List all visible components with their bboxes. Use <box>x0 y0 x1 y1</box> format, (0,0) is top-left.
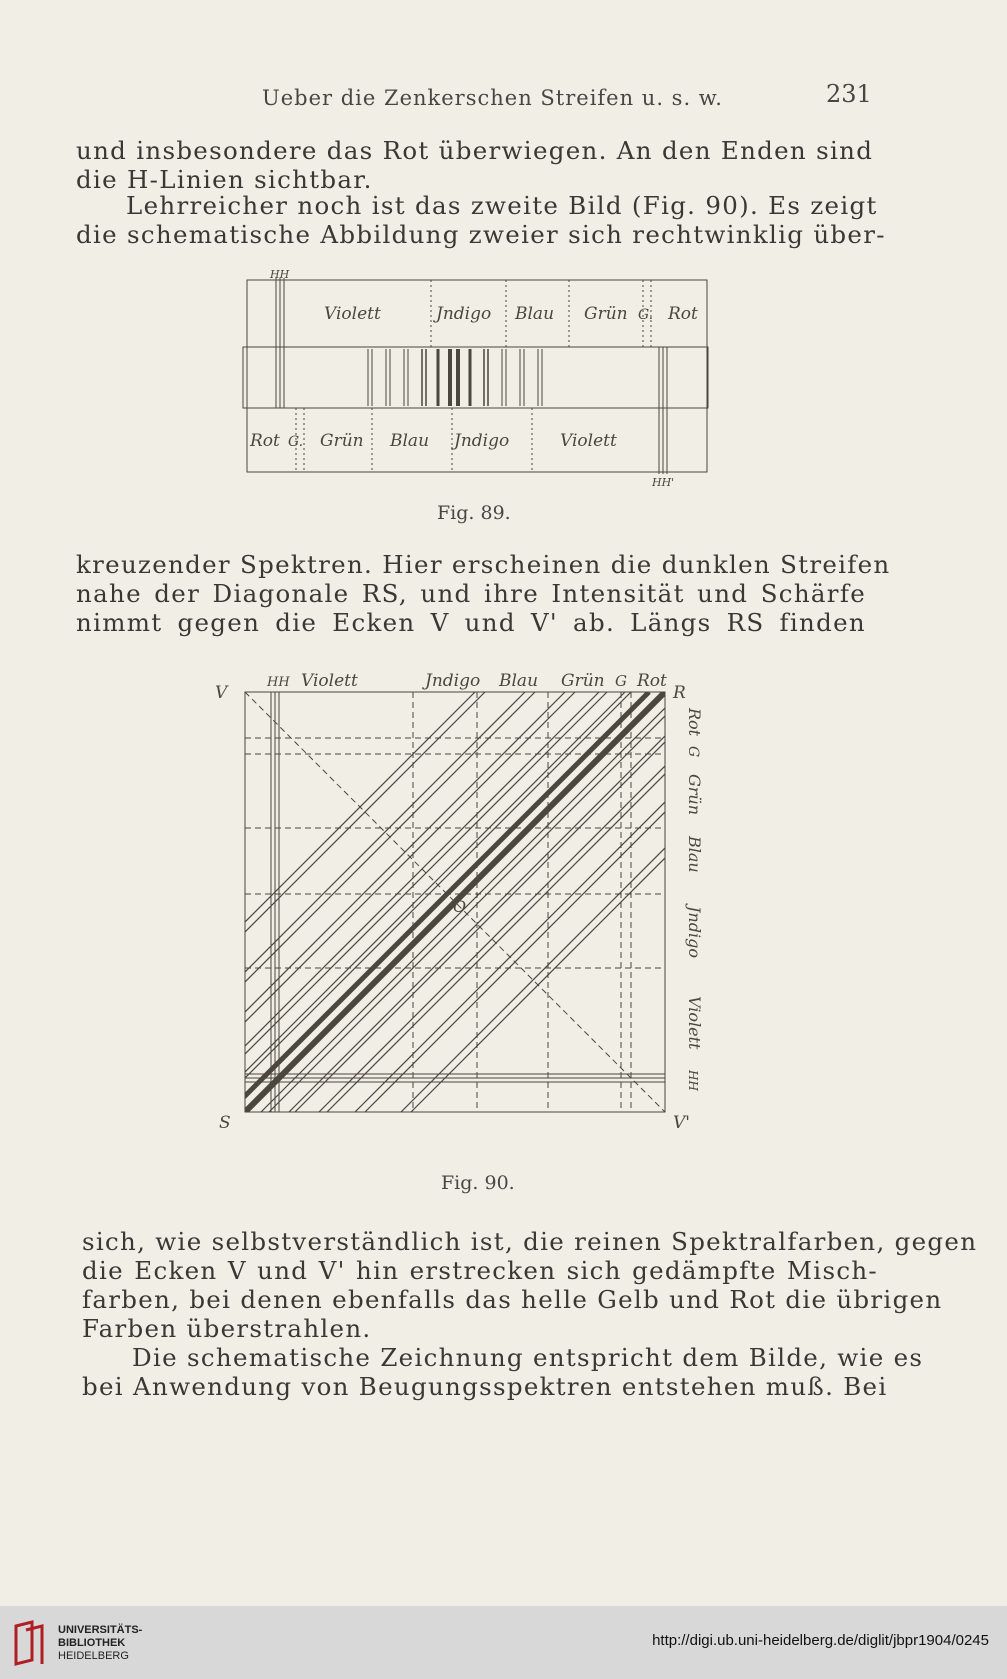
fig90-top-hh: HH <box>267 675 290 690</box>
text-line: nahe der Diagonale RS, und ihre Intensität und Schärfe <box>76 579 866 608</box>
fig89-label-g: G. <box>638 307 654 323</box>
footer-bar <box>0 1606 1007 1679</box>
fig89-label-rot-bottom: Rot <box>250 431 280 451</box>
paragraph-5 <box>82 1343 924 1401</box>
paragraph-2 <box>76 191 886 249</box>
text-line: farben, bei denen ebenfalls das helle Gelb und Rot die übrigen <box>82 1285 943 1314</box>
fig90-side-indigo: Jndigo <box>685 906 704 958</box>
fig90-side-gruen: Grün <box>685 774 704 816</box>
fig89-label-blau-bottom: Blau <box>390 431 430 451</box>
fig89-hh-top: HH <box>270 268 290 281</box>
fig89-label-indigo: Jndigo <box>436 304 492 324</box>
fig89-strip <box>243 347 708 408</box>
institution-line: BIBLIOTHEK <box>58 1637 126 1649</box>
institution-line: HEIDELBERG <box>58 1650 129 1662</box>
fig90-side-rot: Rot <box>685 708 704 737</box>
text-line: Lehrreicher noch ist das zweite Bild (Fig. 90). Es zeigt <box>126 191 878 220</box>
fig89-label-gruen-bottom: Grün <box>320 431 364 451</box>
fig89-label-rot: Rot <box>668 304 698 324</box>
fig90-top-gruen: Grün <box>561 671 605 691</box>
fig90-top-g: G <box>615 672 627 690</box>
text-line: die Ecken V und V' hin erstrecken sich gedämpfte Misch- <box>82 1256 878 1285</box>
fig90-corner-v-prime: V' <box>673 1113 690 1133</box>
text-line: kreuzender Spektren. Hier erscheinen die dunklen Streifen <box>76 550 891 579</box>
fig90-top-rot: Rot <box>637 671 667 691</box>
fig89-label-blau: Blau <box>515 304 555 324</box>
fig90-caption: Fig. 90. <box>441 1172 515 1194</box>
paragraph-4 <box>82 1227 978 1343</box>
fig90-side-g: G <box>685 746 701 758</box>
fig90-side-violett: Violett <box>685 996 704 1050</box>
text-line: sich, wie selbstverständlich ist, die reinen Spektralfarben, gegen <box>82 1227 978 1256</box>
fig90-corner-v: V <box>215 683 228 703</box>
text-line: und insbesondere das Rot überwiegen. An den Enden sind <box>76 136 874 165</box>
text-line: nimmt gegen die Ecken V und V' ab. Längs RS finden <box>76 608 866 637</box>
figure-89 <box>240 268 720 490</box>
university-logo-icon <box>12 1620 52 1666</box>
page-number: 231 <box>826 80 872 108</box>
text-line: Farben überstrahlen. <box>82 1314 372 1343</box>
fig90-corner-s: S <box>219 1113 231 1133</box>
fig89-label-violett: Violett <box>324 304 381 324</box>
figure-90 <box>215 666 715 1156</box>
source-url-link[interactable]: http://digi.ub.uni-heidelberg.de/diglit/jbpr1904/0245 <box>652 1632 989 1649</box>
fig89-label-violett-bottom: Violett <box>560 431 617 451</box>
fig89-label-g-bottom: G. <box>288 434 304 450</box>
text-line: bei Anwendung von Beugungsspektren entstehen muß. Bei <box>82 1372 888 1401</box>
institution-line: UNIVERSITÄTS- <box>58 1624 143 1636</box>
fig89-caption: Fig. 89. <box>437 502 511 524</box>
paragraph-3 <box>76 550 891 637</box>
fig90-top-blau: Blau <box>499 671 539 691</box>
fig90-corner-r: R <box>673 683 686 703</box>
fig90-side-blau: Blau <box>685 836 704 873</box>
fig90-top-indigo: Jndigo <box>425 671 481 691</box>
running-title: Ueber die Zenkerschen Streifen u. s. w. <box>262 86 723 110</box>
fig90-side-hh: HH <box>686 1070 700 1091</box>
fig89-label-indigo-bottom: Jndigo <box>454 431 510 451</box>
fig89-label-gruen: Grün <box>584 304 628 324</box>
fig90-center-o: O <box>453 897 467 916</box>
text-line: die H-Linien sichtbar. <box>76 165 373 194</box>
text-line: die schematische Abbildung zweier sich rechtwinklig über- <box>76 220 886 249</box>
fig90-top-violett: Violett <box>301 671 358 691</box>
text-line: Die schematische Zeichnung entspricht dem Bilde, wie es <box>132 1343 924 1372</box>
paragraph-1 <box>76 136 874 194</box>
fig89-hh-bottom: HH' <box>652 476 675 489</box>
